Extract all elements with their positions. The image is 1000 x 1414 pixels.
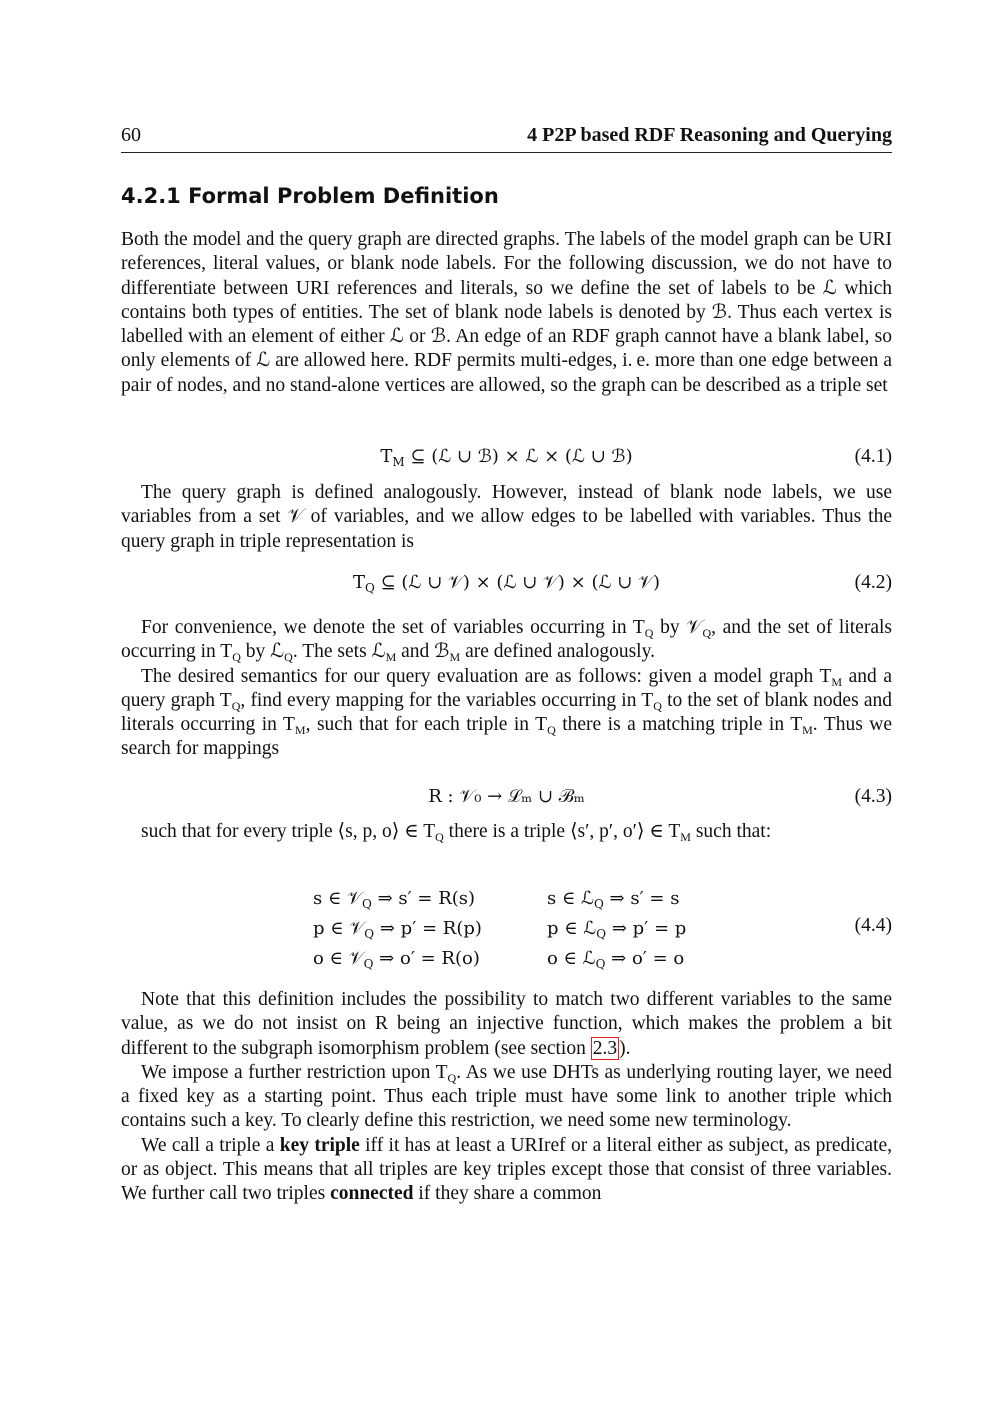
- equation-number: (4.1): [854, 446, 892, 467]
- paragraph-6-text: Note that this definition includes the possibility to match two different variables to the same value, as we do not insist on R being an injective function, which makes the problem a bit different to the subgraph isomorphism problem (see section 2.3 ).: [121, 989, 892, 1059]
- running-header: [121, 124, 892, 153]
- paragraph-2-text: The query graph is defined analogously. However, instead of blank node labels, we use variables from a set 𝒱 of variables, and we allow edges to be labelled with variables. Thus the query graph in triple representation is: [121, 482, 892, 552]
- eq-row-p: p ∈ 𝒱$_Q$ ⇒ p′ = R(p): [313, 918, 482, 941]
- paragraph-3-4: [121, 616, 892, 762]
- paragraph-1: [121, 228, 892, 398]
- section-reference-link[interactable]: 2.3: [592, 1037, 618, 1059]
- page-number: 60: [121, 124, 141, 146]
- equation-4-1: [121, 446, 892, 472]
- equation-4-3-formula: R : 𝒱₀ → ℒₘ ∪ ℬₘ: [428, 786, 585, 807]
- paragraph-8-text: We call a triple a key triple iff it has at least a URIref or a literal either as subject, as predicate, or as object. This means that all triples are key triples except those that consist of three variables. We further call two triples connected if they share a common: [121, 1134, 892, 1205]
- eq-row-s: s ∈ ℒ$_Q$ ⇒ s′ = s: [547, 888, 680, 911]
- equation-4-4-left-column: [313, 884, 482, 974]
- paragraph-5: [121, 820, 892, 844]
- equation-4-2-formula: $T_Q$ ⊆ (ℒ ∪ 𝒱) × (ℒ ∪ 𝒱) × (ℒ ∪ 𝒱): [352, 572, 661, 595]
- equation-4-4-right-column: [547, 884, 686, 974]
- equation-4-4: [121, 884, 892, 974]
- equation-number: (4.3): [854, 786, 892, 807]
- eq-row-s: s ∈ 𝒱$_Q$ ⇒ s′ = R(s): [313, 888, 476, 911]
- eq-row-p: p ∈ ℒ$_Q$ ⇒ p′ = p: [547, 918, 687, 941]
- paragraph-1-text: Both the model and the query graph are directed graphs. The labels of the model graph can be URI references, literal values, or blank node labels. For the following discussion, we do not have to differentiate between URI references and literals, so we define the set of labels to be ℒ which contains both types of entities. The set of blank node labels is denoted by ℬ. Thus each vertex is labelled with an element of either ℒ or ℬ. An edge of an RDF graph cannot have a blank label, so only elements of ℒ are allowed here. RDF permits multi-edges, i. e. more than one edge between a pair of nodes, and no stand-alone vertices are allowed, so the graph can be described as a triple set: [121, 229, 892, 396]
- paragraph-2: [121, 481, 892, 554]
- section-heading: 4.2.1 Formal Problem Definition: [121, 184, 499, 208]
- paragraph-6-8: [121, 988, 892, 1207]
- paragraph-7-text: We impose a further restriction upon $T_Q$. As we use DHTs as underlying routing layer, we need a fixed key as a starting point. Thus each triple must have some link to another triple which contains such a key. To clearly define this restriction, we need some new terminology.: [121, 1061, 892, 1132]
- equation-4-2: [121, 572, 892, 598]
- connected-term: connected: [330, 1183, 414, 1205]
- paragraph-3-text: For convenience, we denote the set of variables occurring in $T_Q$ by 𝒱$_Q$, and the set of literals occurring in $T_Q$ by ℒ$_Q$. The sets ℒ$_M$ and ℬ$_M$ are defined analogously.: [121, 617, 892, 665]
- paragraph-5-text: such that for every triple ⟨s, p, o⟩ ∈ $T_Q$ there is a triple ⟨s′, p′, o′⟩ ∈ $T_M$ such that:: [141, 821, 772, 844]
- chapter-title: 4 P2P based RDF Reasoning and Querying: [527, 124, 892, 146]
- equation-number: (4.4): [854, 915, 892, 936]
- equation-4-3: [121, 786, 892, 812]
- paragraph-4-text: The desired semantics for our query evaluation are as follows: given a model graph $T_M$ and a query graph $T_Q$, find every mapping for the variables occurring in $T_Q$ to the set of blank nodes and literals occurring in $T_M$, such that for each triple in $T_Q$ there is a matching triple in $T_M$. Thus we search for mappings: [121, 665, 893, 760]
- eq-row-o: o ∈ ℒ$_Q$ ⇒ o′ = o: [547, 948, 685, 971]
- key-triple-term: key triple: [279, 1134, 360, 1156]
- equation-4-1-formula: $T_M$ ⊆ (ℒ ∪ ℬ) × ℒ × (ℒ ∪ ℬ): [380, 446, 633, 469]
- equation-number: (4.2): [854, 572, 892, 593]
- eq-row-o: o ∈ 𝒱$_Q$ ⇒ o′ = R(o): [313, 948, 480, 971]
